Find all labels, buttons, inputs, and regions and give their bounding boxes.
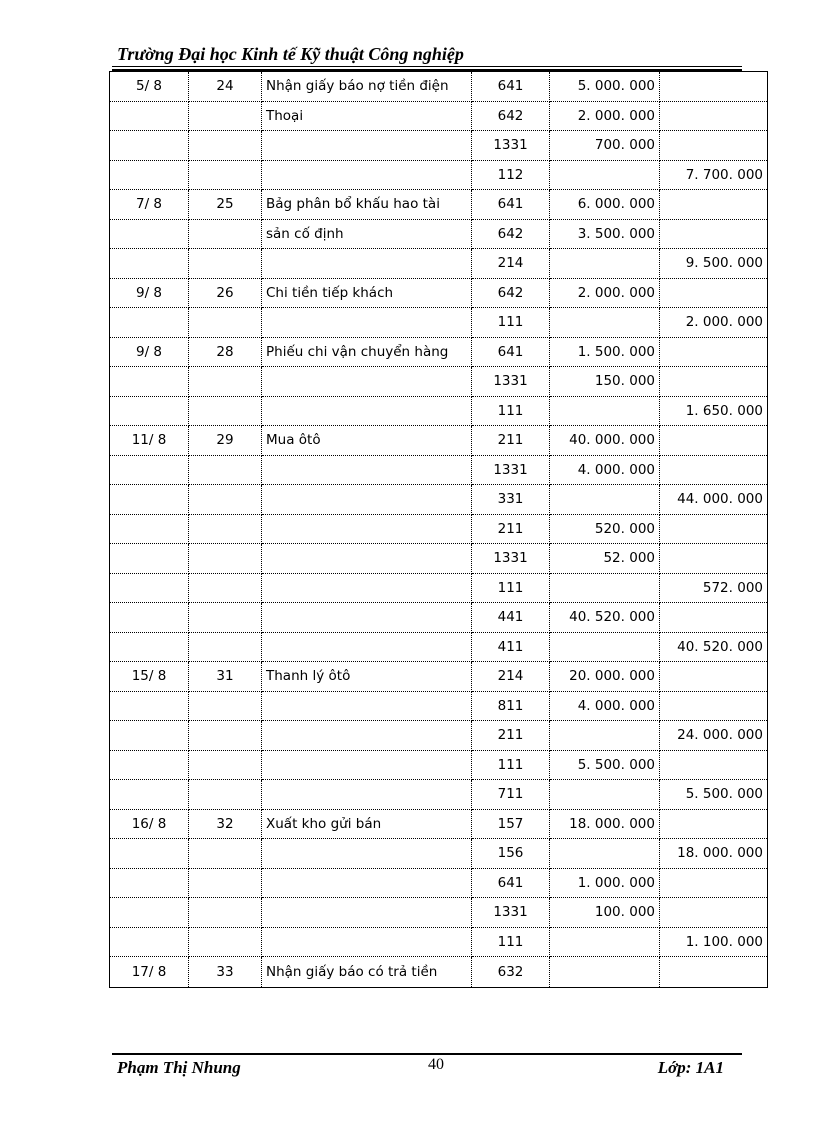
debit-amount-cell xyxy=(550,780,660,810)
entry-date-cell xyxy=(110,839,189,869)
voucher-number-cell xyxy=(189,160,262,190)
debit-amount-cell: 700. 000 xyxy=(550,131,660,161)
description-cell: sản cố định xyxy=(262,219,472,249)
table-row xyxy=(110,927,768,957)
table-row xyxy=(110,780,768,810)
account-code-cell: 157 xyxy=(472,809,550,839)
account-code-cell: 1331 xyxy=(472,544,550,574)
account-code-cell: 156 xyxy=(472,839,550,869)
debit-amount-cell: 1. 500. 000 xyxy=(550,337,660,367)
account-code-cell: 1331 xyxy=(472,367,550,397)
account-code-cell: 111 xyxy=(472,308,550,338)
credit-amount-cell xyxy=(660,514,768,544)
account-code-cell: 632 xyxy=(472,957,550,988)
debit-amount-cell: 2. 000. 000 xyxy=(550,101,660,131)
voucher-number-cell xyxy=(189,927,262,957)
credit-amount-cell xyxy=(660,72,768,102)
account-code-cell: 211 xyxy=(472,514,550,544)
credit-amount-cell: 1. 650. 000 xyxy=(660,396,768,426)
description-cell xyxy=(262,396,472,426)
entry-date-cell xyxy=(110,780,189,810)
account-code-cell: 441 xyxy=(472,603,550,633)
footer-divider xyxy=(112,1053,742,1055)
table-row xyxy=(110,691,768,721)
voucher-number-cell xyxy=(189,750,262,780)
entry-date-cell: 17/ 8 xyxy=(110,957,189,988)
description-cell: Nhận giấy báo có trả tiền xyxy=(262,957,472,988)
description-cell xyxy=(262,160,472,190)
account-code-cell: 1331 xyxy=(472,898,550,928)
account-code-cell: 112 xyxy=(472,160,550,190)
credit-amount-cell xyxy=(660,337,768,367)
credit-amount-cell xyxy=(660,190,768,220)
description-cell xyxy=(262,898,472,928)
credit-amount-cell xyxy=(660,219,768,249)
account-code-cell: 111 xyxy=(472,573,550,603)
account-code-cell: 214 xyxy=(472,249,550,279)
voucher-number-cell: 25 xyxy=(189,190,262,220)
page-header-title: Trường Đại học Kinh tế Kỹ thuật Công nghiệp xyxy=(117,44,464,64)
table-row xyxy=(110,898,768,928)
description-cell xyxy=(262,544,472,574)
entry-date-cell xyxy=(110,160,189,190)
credit-amount-cell xyxy=(660,131,768,161)
entry-date-cell xyxy=(110,898,189,928)
entry-date-cell xyxy=(110,603,189,633)
table-row xyxy=(110,662,768,692)
debit-amount-cell xyxy=(550,573,660,603)
voucher-number-cell xyxy=(189,721,262,751)
credit-amount-cell: 9. 500. 000 xyxy=(660,249,768,279)
entry-date-cell xyxy=(110,249,189,279)
credit-amount-cell: 7. 700. 000 xyxy=(660,160,768,190)
account-code-cell: 811 xyxy=(472,691,550,721)
table-row xyxy=(110,514,768,544)
debit-amount-cell: 18. 000. 000 xyxy=(550,809,660,839)
voucher-number-cell: 29 xyxy=(189,426,262,456)
description-cell xyxy=(262,131,472,161)
account-code-cell: 411 xyxy=(472,632,550,662)
debit-amount-cell xyxy=(550,308,660,338)
entry-date-cell: 5/ 8 xyxy=(110,72,189,102)
debit-amount-cell: 52. 000 xyxy=(550,544,660,574)
credit-amount-cell xyxy=(660,278,768,308)
description-cell xyxy=(262,868,472,898)
entry-date-cell: 7/ 8 xyxy=(110,190,189,220)
table-row xyxy=(110,131,768,161)
entry-date-cell xyxy=(110,101,189,131)
description-cell xyxy=(262,839,472,869)
entry-date-cell xyxy=(110,868,189,898)
table-row xyxy=(110,750,768,780)
header-divider xyxy=(112,66,742,67)
footer-author: Phạm Thị Nhung xyxy=(117,1058,241,1077)
credit-amount-cell xyxy=(660,426,768,456)
description-cell xyxy=(262,632,472,662)
table-row xyxy=(110,278,768,308)
journal-ledger-table xyxy=(109,71,768,988)
table-row xyxy=(110,632,768,662)
entry-date-cell xyxy=(110,308,189,338)
voucher-number-cell: 24 xyxy=(189,72,262,102)
voucher-number-cell xyxy=(189,603,262,633)
debit-amount-cell: 150. 000 xyxy=(550,367,660,397)
debit-amount-cell xyxy=(550,160,660,190)
debit-amount-cell: 5. 500. 000 xyxy=(550,750,660,780)
voucher-number-cell xyxy=(189,573,262,603)
credit-amount-cell: 5. 500. 000 xyxy=(660,780,768,810)
entry-date-cell: 11/ 8 xyxy=(110,426,189,456)
table-row xyxy=(110,455,768,485)
credit-amount-cell: 1. 100. 000 xyxy=(660,927,768,957)
entry-date-cell: 15/ 8 xyxy=(110,662,189,692)
description-cell xyxy=(262,573,472,603)
description-cell: Xuất kho gửi bán xyxy=(262,809,472,839)
debit-amount-cell: 6. 000. 000 xyxy=(550,190,660,220)
credit-amount-cell xyxy=(660,868,768,898)
voucher-number-cell xyxy=(189,691,262,721)
debit-amount-cell: 4. 000. 000 xyxy=(550,455,660,485)
account-code-cell: 641 xyxy=(472,868,550,898)
description-cell xyxy=(262,750,472,780)
description-cell: Chi tiền tiếp khách xyxy=(262,278,472,308)
credit-amount-cell xyxy=(660,603,768,633)
entry-date-cell xyxy=(110,544,189,574)
table-row xyxy=(110,544,768,574)
voucher-number-cell xyxy=(189,868,262,898)
description-cell xyxy=(262,514,472,544)
description-cell xyxy=(262,721,472,751)
entry-date-cell xyxy=(110,396,189,426)
entry-date-cell xyxy=(110,131,189,161)
description-cell: Nhận giấy báo nợ tiền điện xyxy=(262,72,472,102)
voucher-number-cell xyxy=(189,249,262,279)
credit-amount-cell xyxy=(660,367,768,397)
entry-date-cell xyxy=(110,455,189,485)
voucher-number-cell xyxy=(189,544,262,574)
debit-amount-cell: 520. 000 xyxy=(550,514,660,544)
voucher-number-cell: 26 xyxy=(189,278,262,308)
voucher-number-cell xyxy=(189,455,262,485)
voucher-number-cell xyxy=(189,780,262,810)
description-cell xyxy=(262,249,472,279)
entry-date-cell xyxy=(110,750,189,780)
description-cell xyxy=(262,691,472,721)
voucher-number-cell xyxy=(189,367,262,397)
debit-amount-cell: 2. 000. 000 xyxy=(550,278,660,308)
account-code-cell: 711 xyxy=(472,780,550,810)
account-code-cell: 641 xyxy=(472,337,550,367)
account-code-cell: 642 xyxy=(472,278,550,308)
account-code-cell: 211 xyxy=(472,721,550,751)
description-cell xyxy=(262,927,472,957)
debit-amount-cell: 20. 000. 000 xyxy=(550,662,660,692)
voucher-number-cell: 33 xyxy=(189,957,262,988)
table-row xyxy=(110,868,768,898)
credit-amount-cell: 24. 000. 000 xyxy=(660,721,768,751)
debit-amount-cell: 40. 520. 000 xyxy=(550,603,660,633)
table-row xyxy=(110,337,768,367)
credit-amount-cell xyxy=(660,898,768,928)
entry-date-cell xyxy=(110,219,189,249)
table-row xyxy=(110,426,768,456)
table-row xyxy=(110,839,768,869)
voucher-number-cell xyxy=(189,514,262,544)
entry-date-cell xyxy=(110,721,189,751)
voucher-number-cell: 28 xyxy=(189,337,262,367)
entry-date-cell xyxy=(110,573,189,603)
entry-date-cell xyxy=(110,514,189,544)
description-cell xyxy=(262,780,472,810)
credit-amount-cell: 572. 000 xyxy=(660,573,768,603)
account-code-cell: 214 xyxy=(472,662,550,692)
description-cell: Thanh lý ôtô xyxy=(262,662,472,692)
account-code-cell: 1331 xyxy=(472,131,550,161)
debit-amount-cell xyxy=(550,249,660,279)
debit-amount-cell: 40. 000. 000 xyxy=(550,426,660,456)
description-cell: Phiếu chi vận chuyển hàng xyxy=(262,337,472,367)
entry-date-cell: 16/ 8 xyxy=(110,809,189,839)
debit-amount-cell: 100. 000 xyxy=(550,898,660,928)
account-code-cell: 642 xyxy=(472,101,550,131)
voucher-number-cell xyxy=(189,101,262,131)
credit-amount-cell xyxy=(660,662,768,692)
debit-amount-cell xyxy=(550,485,660,515)
entry-date-cell xyxy=(110,367,189,397)
table-row xyxy=(110,603,768,633)
debit-amount-cell xyxy=(550,957,660,988)
table-row xyxy=(110,160,768,190)
debit-amount-cell xyxy=(550,632,660,662)
credit-amount-cell xyxy=(660,101,768,131)
table-row xyxy=(110,573,768,603)
debit-amount-cell xyxy=(550,721,660,751)
credit-amount-cell xyxy=(660,691,768,721)
voucher-number-cell xyxy=(189,632,262,662)
entry-date-cell xyxy=(110,632,189,662)
debit-amount-cell: 5. 000. 000 xyxy=(550,72,660,102)
table-row xyxy=(110,957,768,988)
account-code-cell: 641 xyxy=(472,72,550,102)
account-code-cell: 111 xyxy=(472,750,550,780)
credit-amount-cell: 40. 520. 000 xyxy=(660,632,768,662)
table-row xyxy=(110,308,768,338)
credit-amount-cell xyxy=(660,750,768,780)
description-cell: Bảg phân bổ khấu hao tài xyxy=(262,190,472,220)
page-number: 40 xyxy=(428,1056,444,1073)
description-cell: Mua ôtô xyxy=(262,426,472,456)
credit-amount-cell: 2. 000. 000 xyxy=(660,308,768,338)
debit-amount-cell xyxy=(550,927,660,957)
voucher-number-cell xyxy=(189,219,262,249)
voucher-number-cell: 31 xyxy=(189,662,262,692)
table-row xyxy=(110,101,768,131)
table-row xyxy=(110,72,768,102)
debit-amount-cell: 4. 000. 000 xyxy=(550,691,660,721)
account-code-cell: 331 xyxy=(472,485,550,515)
debit-amount-cell xyxy=(550,396,660,426)
voucher-number-cell xyxy=(189,396,262,426)
debit-amount-cell xyxy=(550,839,660,869)
table-row xyxy=(110,396,768,426)
voucher-number-cell xyxy=(189,131,262,161)
voucher-number-cell xyxy=(189,308,262,338)
table-row xyxy=(110,721,768,751)
voucher-number-cell xyxy=(189,839,262,869)
table-row xyxy=(110,249,768,279)
credit-amount-cell xyxy=(660,544,768,574)
account-code-cell: 111 xyxy=(472,927,550,957)
account-code-cell: 642 xyxy=(472,219,550,249)
voucher-number-cell: 32 xyxy=(189,809,262,839)
account-code-cell: 1331 xyxy=(472,455,550,485)
account-code-cell: 641 xyxy=(472,190,550,220)
description-cell: Thoại xyxy=(262,101,472,131)
description-cell xyxy=(262,485,472,515)
debit-amount-cell: 3. 500. 000 xyxy=(550,219,660,249)
description-cell xyxy=(262,367,472,397)
table-row xyxy=(110,367,768,397)
ledger-body xyxy=(110,72,768,988)
debit-amount-cell: 1. 000. 000 xyxy=(550,868,660,898)
description-cell xyxy=(262,308,472,338)
entry-date-cell: 9/ 8 xyxy=(110,337,189,367)
credit-amount-cell xyxy=(660,809,768,839)
description-cell xyxy=(262,603,472,633)
credit-amount-cell: 18. 000. 000 xyxy=(660,839,768,869)
credit-amount-cell xyxy=(660,957,768,988)
credit-amount-cell xyxy=(660,455,768,485)
table-row xyxy=(110,485,768,515)
entry-date-cell xyxy=(110,485,189,515)
table-row xyxy=(110,219,768,249)
credit-amount-cell: 44. 000. 000 xyxy=(660,485,768,515)
table-row xyxy=(110,190,768,220)
table-row xyxy=(110,809,768,839)
voucher-number-cell xyxy=(189,485,262,515)
account-code-cell: 211 xyxy=(472,426,550,456)
entry-date-cell xyxy=(110,691,189,721)
voucher-number-cell xyxy=(189,898,262,928)
account-code-cell: 111 xyxy=(472,396,550,426)
description-cell xyxy=(262,455,472,485)
footer-class-label: Lớp: 1A1 xyxy=(657,1058,724,1077)
entry-date-cell xyxy=(110,927,189,957)
entry-date-cell: 9/ 8 xyxy=(110,278,189,308)
